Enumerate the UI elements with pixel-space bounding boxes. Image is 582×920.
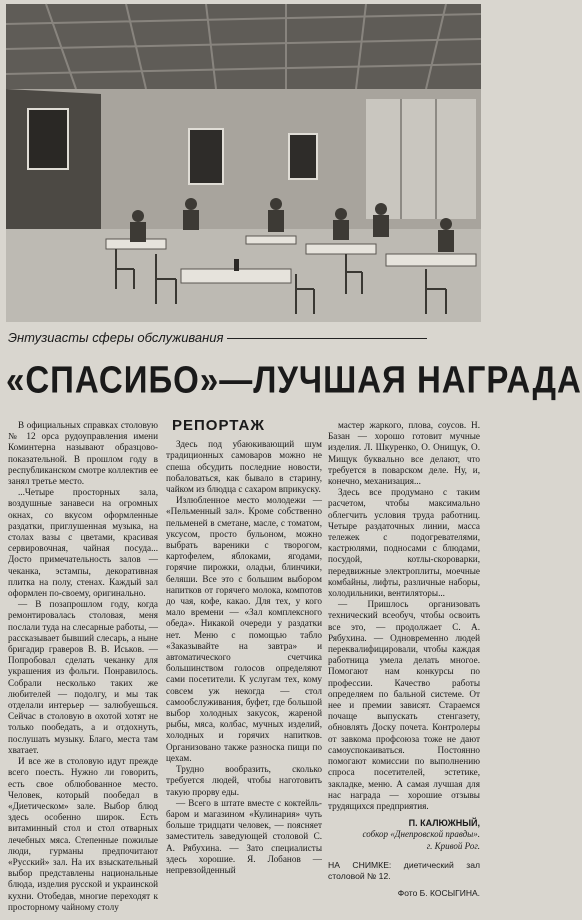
paragraph: В официальных справках столовую № 12 орса рудоуправления имени Коминтерна называют образцово-показательной. В прошлом году в республиканском смотре коллектив ее занял третье место.	[8, 420, 158, 487]
paragraph: Здесь все продумано с таким расчетом, чтобы максимально облегчить условия труда работниц. Четыре раздаточных линии, масса тележек с подогревателями, кастрюлями, подносами с блюдами, посудой, котлы-скороварки, передвижные электроплиты, моечные комбайны, лифты, различные наборы, холодильники, вентиляторы...	[328, 487, 480, 599]
photo-credit: Фото Б. КОСЫГИНА.	[397, 888, 480, 899]
kicker-text: Энтузиасты сферы обслуживания	[8, 330, 224, 345]
column-2	[166, 417, 322, 918]
paragraph: — В позапрошлом году, когда ремонтировалась столовая, меня послали туда на слесарные работы, — рассказывает бывший слесарь, а ныне бригадир граверов В. В. Иськов. — Попробовал сделать чеканку для украшения из фольги. Понравилось. Собрали несколько таких же любителей — подолгу, и мы так отделали интерьер — залюбуешься. Сейчас в столовую в охотой хотят не только пообедать, а и отдохнуть, послушать музыку. Благо, места там хватает.	[8, 599, 158, 755]
dining-hall-photo-drawing	[6, 4, 481, 322]
dining-hall-photo	[6, 4, 481, 322]
paragraph: Излюбленное место молодежи — «Пельменный зал». Кроме собственно пельменей в сметане, масле, с томатом, уксусом, просто бульоном, можно выбрать вареники с творогом, картофелем, яблоками, ягодами, горячие пирожки, оладьи, блинчики, беляши. Все это с большим выбором напитков от горячего молока, компотов до чая, кофе, какао. Для тех, у кого мало времени — «Зал комплексного обеда». Никакой очереди у раздатки нет. Меню с помощью табло «Заказывайте на завтра» и автоматического счетчика большинством голосов определяют сами посетители. К услугам тех, кому совсем уж некогда — стол самообслуживания, буфет, где большой выбор холодных закусок, жареной рыбы, мяса, колбас, мучных изделий, холодных и горячих напитков. Организовано также разноска пищи по цехам.	[166, 495, 322, 763]
paragraph: — Пришлось организовать технический всеобуч, чтобы освоить все это, — продолжает С. А. Рябухина. — Одновременно людей переквалифицировали, чтобы каждая работница умела делать многое. Помогают нам конкурсы по профессии. Качество работы определяем по бальной системе. От нее и премии зависят. Стараемся почаще выпускать стенгазету, обновлять Доску почета. Контролеры от завкома профсоюза тоже не дают самоуспокаиваться. Постоянно помогают комиссии по выполнению спроса посетителей, эстетике, закладке, меню. А самая лучшая для нас награда — хорошие отзывы трудящихся предприятия.	[328, 599, 480, 811]
photo-caption: НА СНИМКЕ: диетический зал столовой № 12.	[328, 859, 480, 881]
author-signature: П. КАЛЮЖНЫЙ,	[408, 818, 480, 829]
paragraph: Трудно вообразить, сколько требуется людей, чтобы наготовить такую прорву еды.	[166, 764, 322, 797]
headline: «СПАСИБО»—ЛУЧШАЯ НАГРАДА	[6, 358, 582, 401]
kicker-rule	[227, 338, 427, 339]
author-city: г. Кривой Рог.	[426, 840, 480, 851]
paragraph: — Всего в штате вместе с коктейль-баром и магазином «Кулинария» чуть больше тридцати человек, — поясняет заместитель заведующей столовой С. А. Рябухина. — Зато специалисты здесь хорошие. Я. Лобанов — непревзойденный	[166, 797, 322, 875]
column-1	[8, 420, 158, 918]
paragraph: мастер жаркого, плова, соусов. Н. Базан — хорошо готовит мучные изделия. Л. Шкуренко, О. Онищук, О. Мищук буквально все делают, что требуется в поварском деле. Ну, и, конечно, механизация...	[328, 420, 480, 487]
kicker-line	[8, 330, 478, 345]
rubric: РЕПОРТАЖ	[172, 417, 265, 434]
author-position: собкор «Днепровской правды».	[362, 829, 480, 840]
paragraph: ...Четыре просторных зала, воздушные занавеси на огромных окнах, со вкусом оформленные раздатки, приглушенная музыка, на столах вазы с цветами, красивая сервировочная, чайная посуда... Досто примечательность залов — чеканка, эстампы, декоративная плитка на полу, стенах. Каждый зал оформлен по-своему, оригинально.	[8, 487, 158, 599]
paragraph: И все же в столовую идут прежде всего поесть. Нужно ли говорить, есть свое облюбованное место. Человек, который пообедал в «Диетическом» зале. Выбор блюд здесь особенно широк. Есть витаминный стол и стол отварных лечебных мяса. Степенные пожилые люди, гурманы предпочитают «Русский» зал. На их взыскательный выбор представлены национальные блюда, изделия русской и украинской кухни. Отобедав, многие переходят к просторному чайному столу	[8, 756, 158, 912]
paragraph: Здесь под убаюкивающий шум традиционных самоваров можно не спеша обсудить последние новости, побаловаться, как бывало в старину, чайком из блюдца с сахаром вприкуску.	[166, 439, 322, 495]
column-3	[328, 420, 480, 918]
